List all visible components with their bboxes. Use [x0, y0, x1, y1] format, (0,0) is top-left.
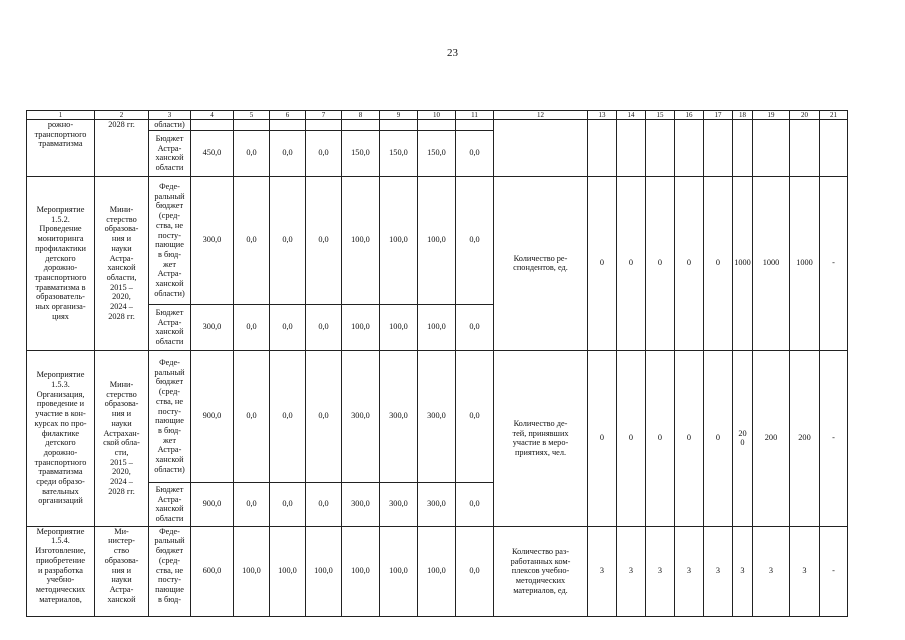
- activity-name: Мероприятие 1.5.3. Организация, проведение и участие в кон- курсах по про- филактике детского дорожно- транспортного травматизма среди образо- вательных организаций: [27, 350, 95, 526]
- amount-cell: 0,0: [456, 482, 494, 526]
- column-number: 12: [494, 111, 588, 120]
- target-value: 0: [588, 176, 617, 350]
- target-value: 0: [617, 176, 646, 350]
- amount-cell: 900,0: [191, 350, 234, 482]
- amount-cell: 0,0: [270, 130, 306, 176]
- target-value: 3: [588, 526, 617, 616]
- amount-cell: 150,0: [380, 130, 418, 176]
- amount-cell: 100,0: [418, 526, 456, 616]
- column-number: 6: [270, 111, 306, 120]
- column-number: 5: [234, 111, 270, 120]
- amount-cell: 300,0: [418, 482, 456, 526]
- funding-source: Феде- ральный бюджет (сред- ства, не посту- пающие в бюд- жет Астра- ханской области): [149, 350, 191, 482]
- amount-cell: 300,0: [380, 482, 418, 526]
- amount-cell: 450,0: [191, 130, 234, 176]
- target-value: 0: [646, 176, 675, 350]
- target-value: 1000: [733, 176, 753, 350]
- column-number: 11: [456, 111, 494, 120]
- target-value: 3: [675, 526, 704, 616]
- target-value: 3: [646, 526, 675, 616]
- column-number: 20: [790, 111, 820, 120]
- column-number: 21: [820, 111, 848, 120]
- target-value: 0: [675, 176, 704, 350]
- amount-cell: 0,0: [270, 482, 306, 526]
- amount-cell: 0,0: [234, 482, 270, 526]
- column-number: 18: [733, 111, 753, 120]
- amount-cell: 0,0: [306, 176, 342, 304]
- amount-cell: 0,0: [270, 350, 306, 482]
- amount-cell: 100,0: [234, 526, 270, 616]
- funding-source: области): [149, 120, 191, 131]
- amount-cell: 0,0: [270, 176, 306, 304]
- funding-source: Феде- ральный бюджет (сред- ства, не посту- пающие в бюд-: [149, 526, 191, 616]
- target-value: 20 0: [733, 350, 753, 526]
- column-number: 19: [753, 111, 790, 120]
- target-value: 1000: [790, 176, 820, 350]
- activity-name: рожно- транспортного травматизма: [27, 120, 95, 177]
- target-value: 3: [790, 526, 820, 616]
- amount-cell: 600,0: [191, 526, 234, 616]
- target-value: 3: [753, 526, 790, 616]
- activity-name: Мероприятие 1.5.2. Проведение мониторинга профилактики детского дорожно- транспортного травматизма в образователь- ных организа- циях: [27, 176, 95, 350]
- indicator: Количество де- тей, принявших участие в меро- приятиях, чел.: [494, 350, 588, 526]
- target-value: 200: [790, 350, 820, 526]
- column-number: 7: [306, 111, 342, 120]
- amount-cell: 0,0: [306, 482, 342, 526]
- column-number: 15: [646, 111, 675, 120]
- activity-name: Мероприятие 1.5.4. Изготовление, приобретение и разработка учебно- методических материалов,: [27, 526, 95, 616]
- column-number: 13: [588, 111, 617, 120]
- amount-cell: 300,0: [418, 350, 456, 482]
- amount-cell: 0,0: [456, 130, 494, 176]
- column-number: 2: [95, 111, 149, 120]
- amount-cell: 0,0: [234, 350, 270, 482]
- target-value: 0: [617, 350, 646, 526]
- amount-cell: 100,0: [380, 526, 418, 616]
- target-value: -: [820, 176, 848, 350]
- column-number: 10: [418, 111, 456, 120]
- amount-cell: 0,0: [270, 304, 306, 350]
- amount-cell: 100,0: [418, 176, 456, 304]
- column-number: 9: [380, 111, 418, 120]
- target-value: 3: [617, 526, 646, 616]
- executor: Ми- нистер- ство образова- ния и науки Астра- ханской: [95, 526, 149, 616]
- amount-cell: 0,0: [234, 176, 270, 304]
- amount-cell: 100,0: [306, 526, 342, 616]
- amount-cell: 0,0: [456, 350, 494, 482]
- amount-cell: 100,0: [270, 526, 306, 616]
- amount-cell: 0,0: [306, 350, 342, 482]
- executor: Мини- стерство образова- ния и науки Астра- ханской области, 2015 – 2020, 2024 – 2028 гг.: [95, 176, 149, 350]
- executor: Мини- стерство образова- ния и науки Астрахан- ской обла- сти, 2015 – 2020, 2024 – 2028 гг.: [95, 350, 149, 526]
- target-value: 0: [704, 350, 733, 526]
- column-number: 16: [675, 111, 704, 120]
- table-row: [27, 526, 848, 616]
- amount-cell: 300,0: [380, 350, 418, 482]
- column-number: 4: [191, 111, 234, 120]
- program-activities-table: [26, 110, 848, 617]
- funding-source: Феде- ральный бюджет (сред- ства, не посту- пающие в бюд- жет Астра- ханской области): [149, 176, 191, 304]
- funding-source: Бюджет Астра- ханской области: [149, 304, 191, 350]
- table-row: [27, 350, 848, 482]
- target-value: 3: [704, 526, 733, 616]
- column-number: 17: [704, 111, 733, 120]
- amount-cell: 100,0: [342, 304, 380, 350]
- column-number: 3: [149, 111, 191, 120]
- indicator: Количество раз- работанных ком- плексов учебно- методических материалов, ед.: [494, 526, 588, 616]
- amount-cell: 100,0: [380, 304, 418, 350]
- amount-cell: 150,0: [418, 130, 456, 176]
- target-value: 0: [675, 350, 704, 526]
- amount-cell: 0,0: [306, 130, 342, 176]
- amount-cell: 100,0: [342, 526, 380, 616]
- amount-cell: 0,0: [456, 304, 494, 350]
- target-value: -: [820, 526, 848, 616]
- target-value: 0: [646, 350, 675, 526]
- target-value: 0: [588, 350, 617, 526]
- amount-cell: 0,0: [456, 526, 494, 616]
- amount-cell: 0,0: [234, 130, 270, 176]
- amount-cell: 300,0: [342, 482, 380, 526]
- page-number: 23: [447, 47, 458, 59]
- amount-cell: 300,0: [191, 176, 234, 304]
- amount-cell: 100,0: [380, 176, 418, 304]
- amount-cell: 0,0: [234, 304, 270, 350]
- indicator: [494, 120, 588, 177]
- table-row: [27, 176, 848, 304]
- amount-cell: 0,0: [456, 176, 494, 304]
- executor: 2028 гг.: [95, 120, 149, 177]
- amount-cell: 300,0: [191, 304, 234, 350]
- column-number: 8: [342, 111, 380, 120]
- amount-cell: 150,0: [342, 130, 380, 176]
- column-number: 14: [617, 111, 646, 120]
- amount-cell: 0,0: [306, 304, 342, 350]
- amount-cell: 900,0: [191, 482, 234, 526]
- target-value: 3: [733, 526, 753, 616]
- target-value: -: [820, 350, 848, 526]
- target-value: 1000: [753, 176, 790, 350]
- column-number-row: [27, 111, 848, 120]
- indicator: Количество ре- спондентов, ед.: [494, 176, 588, 350]
- target-value: 0: [704, 176, 733, 350]
- amount-cell: 300,0: [342, 350, 380, 482]
- amount-cell: 100,0: [342, 176, 380, 304]
- target-value: 200: [753, 350, 790, 526]
- table-row: [27, 120, 848, 131]
- funding-source: Бюджет Астра- ханской области: [149, 130, 191, 176]
- column-number: 1: [27, 111, 95, 120]
- amount-cell: 100,0: [418, 304, 456, 350]
- funding-source: Бюджет Астра- ханской области: [149, 482, 191, 526]
